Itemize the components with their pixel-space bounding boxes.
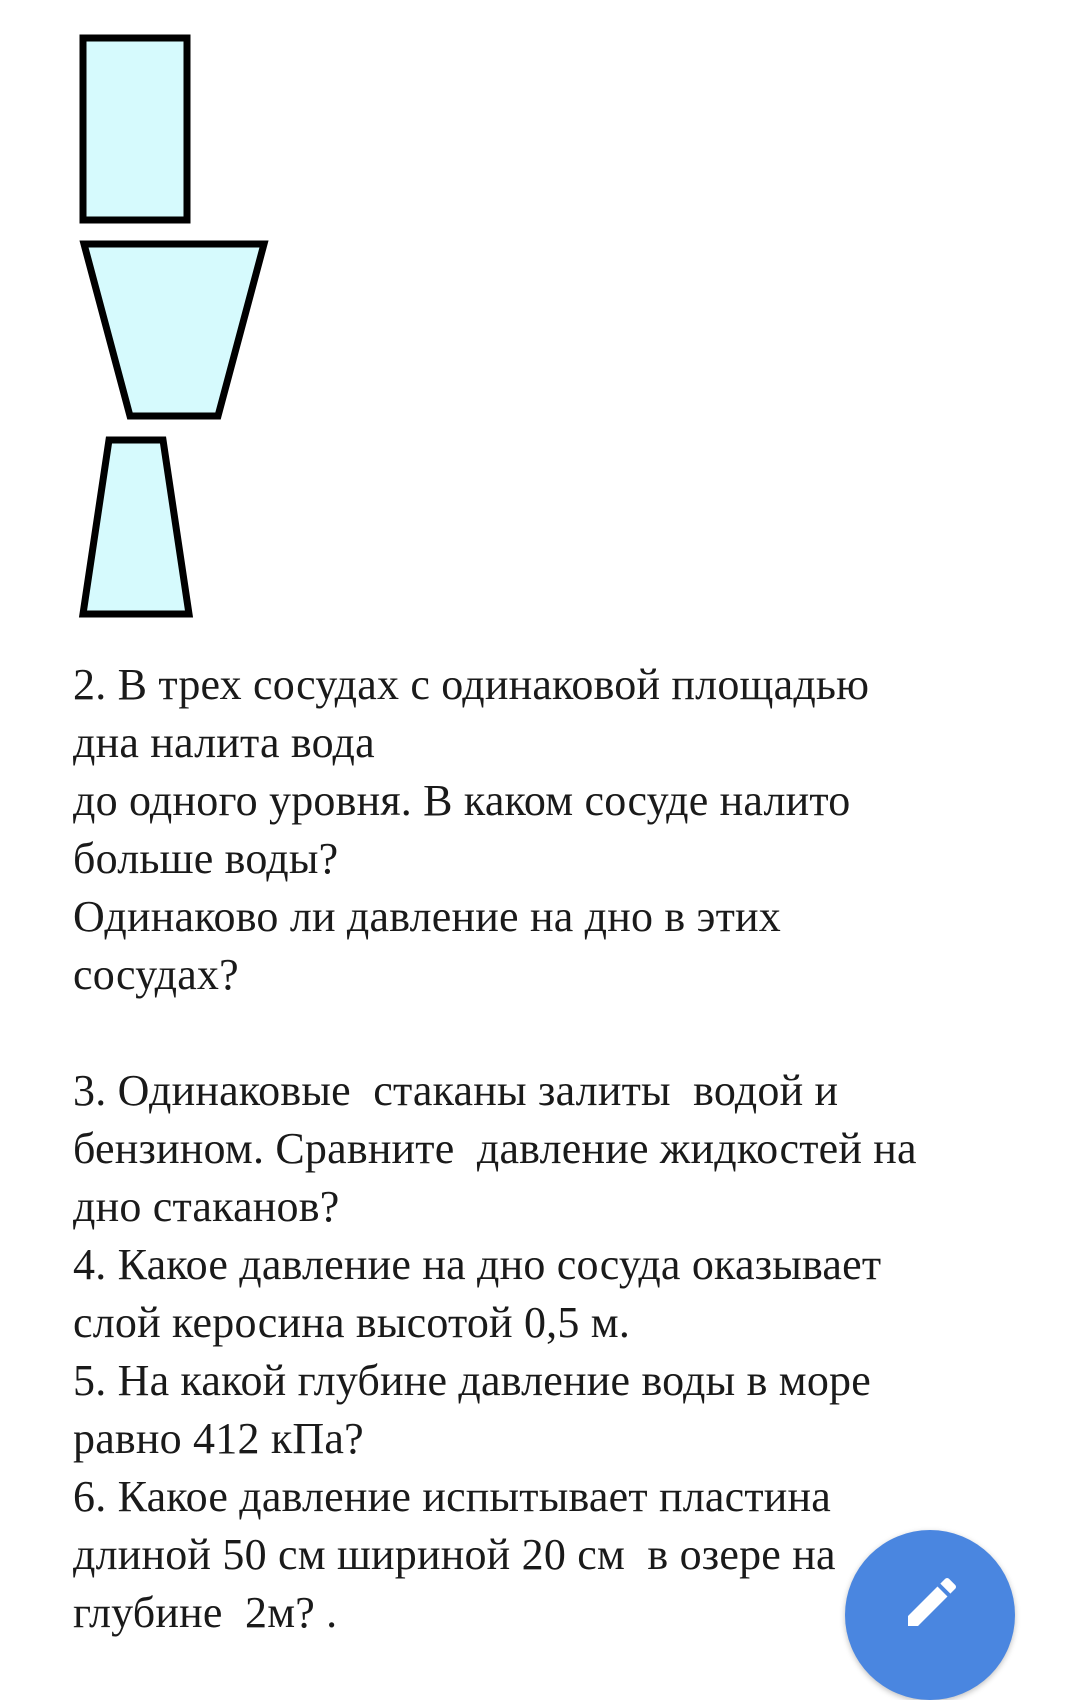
question-line: Одинаково ли давление на дно в этих (73, 892, 781, 941)
question-5 (73, 1352, 1033, 1468)
question-line: 4. Какое давление на дно сосуда оказывает (73, 1240, 882, 1289)
question-4 (73, 1236, 1033, 1352)
question-line: до одного уровня. В каком сосуде налито (73, 776, 851, 825)
question-line: сосудах? (73, 950, 239, 999)
question-line: 3. Одинаковые стаканы залиты водой и (73, 1066, 839, 1115)
question-line: дно стаканов? (73, 1182, 340, 1231)
question-line: 2. В трех сосудах с одинаковой площадью (73, 660, 870, 709)
question-line: дна налита вода (73, 718, 375, 767)
question-line: 5. На какой глубине давление воды в море (73, 1356, 871, 1405)
question-2 (73, 656, 1033, 1004)
question-line: слой керосина высотой 0,5 м. (73, 1298, 631, 1347)
vessel-narrow-top (83, 440, 189, 614)
vessels-svg (0, 0, 300, 660)
edit-fab-button[interactable] (845, 1530, 1015, 1700)
question-line: длиной 50 см шириной 20 см в озере на (73, 1530, 836, 1579)
question-line: больше воды? (73, 834, 339, 883)
question-line: бензином. Сравните давление жидкостей на (73, 1124, 917, 1173)
paragraph-spacer (73, 1004, 1033, 1062)
vessel-wide-top (84, 244, 264, 416)
question-line: равно 412 кПа? (73, 1414, 364, 1463)
vessels-figure (0, 0, 300, 660)
pencil-icon (900, 1570, 964, 1634)
vessel-cylinder (83, 38, 187, 220)
question-line: 6. Какое давление испытывает пластина (73, 1472, 831, 1521)
question-line: глубине 2м? . (73, 1588, 338, 1637)
questions-text (73, 656, 1033, 1642)
question-3 (73, 1062, 1033, 1236)
